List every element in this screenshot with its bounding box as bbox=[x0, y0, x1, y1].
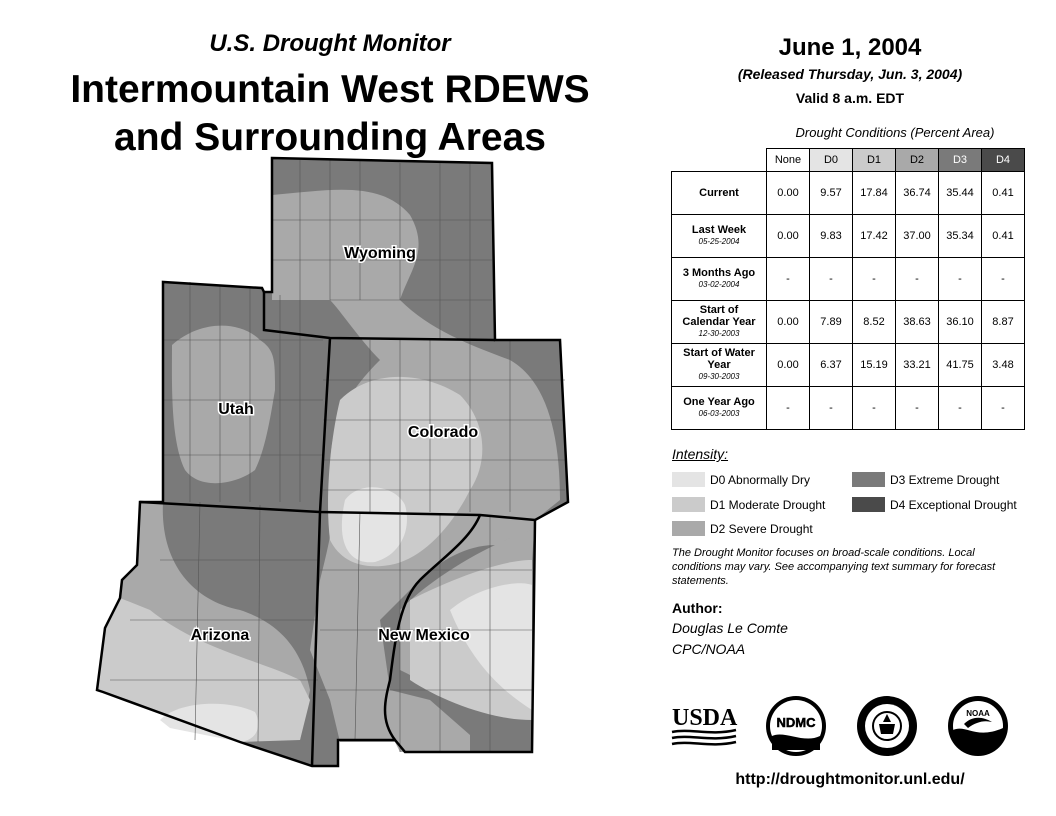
table-row bbox=[672, 301, 1025, 344]
table-cell: - bbox=[810, 258, 853, 301]
table-row bbox=[672, 258, 1025, 301]
table-cell: - bbox=[939, 258, 982, 301]
col-header-d3: D3 bbox=[939, 149, 982, 172]
author-name: Douglas Le Comte bbox=[672, 620, 788, 636]
table-cell: 0.41 bbox=[982, 172, 1025, 215]
table-cell: - bbox=[853, 387, 896, 430]
col-header-none: None bbox=[767, 149, 810, 172]
state-label-wyoming: Wyoming bbox=[344, 245, 416, 262]
row-label-text: Current bbox=[699, 187, 739, 199]
table-cell: 3.48 bbox=[982, 344, 1025, 387]
table-cell: - bbox=[982, 258, 1025, 301]
legend-item-d2 bbox=[672, 521, 813, 536]
table-cell: 7.89 bbox=[810, 301, 853, 344]
row-label-text: Start of Water Year bbox=[683, 347, 755, 371]
table-cell: 36.10 bbox=[939, 301, 982, 344]
map-date: June 1, 2004 bbox=[778, 34, 922, 61]
usda-logo-text: USDA bbox=[672, 705, 738, 731]
table-cell: 9.83 bbox=[810, 215, 853, 258]
website-url[interactable]: http://droughtmonitor.unl.edu/ bbox=[735, 771, 965, 788]
table-cell: - bbox=[767, 258, 810, 301]
row-label bbox=[672, 387, 767, 430]
super-title: U.S. Drought Monitor bbox=[209, 30, 451, 57]
row-date: 06-03-2003 bbox=[698, 409, 740, 418]
state-label-arizona: Arizona bbox=[190, 627, 250, 644]
table-cell: - bbox=[896, 387, 939, 430]
legend-swatch-d0 bbox=[672, 472, 705, 487]
table-cell: 9.57 bbox=[810, 172, 853, 215]
row-label bbox=[672, 172, 767, 215]
row-label bbox=[672, 301, 767, 344]
legend-label-d4: D4 Exceptional Drought bbox=[890, 497, 1017, 512]
table-cell: 8.87 bbox=[982, 301, 1025, 344]
main-title bbox=[20, 66, 640, 162]
legend-item-d3 bbox=[852, 472, 999, 487]
table-cell: - bbox=[853, 258, 896, 301]
table-cell: 0.00 bbox=[767, 215, 810, 258]
table-cell: 35.34 bbox=[939, 215, 982, 258]
table-row bbox=[672, 344, 1025, 387]
row-date: 12-30-2003 bbox=[698, 329, 740, 338]
noaa-logo bbox=[946, 694, 1010, 758]
table-caption: Drought Conditions (Percent Area) bbox=[795, 125, 995, 140]
author-org: CPC/NOAA bbox=[672, 641, 746, 657]
table-row bbox=[672, 172, 1025, 215]
table-cell: - bbox=[896, 258, 939, 301]
legend-swatch-d4 bbox=[852, 497, 885, 512]
state-label-colorado: Colorado bbox=[407, 424, 479, 441]
table-cell: 36.74 bbox=[896, 172, 939, 215]
table-cell: 41.75 bbox=[939, 344, 982, 387]
table-cell: - bbox=[767, 387, 810, 430]
legend-item-d4 bbox=[852, 497, 1017, 512]
col-header-d2: D2 bbox=[896, 149, 939, 172]
row-date: 09-30-2003 bbox=[698, 372, 740, 381]
table-row bbox=[672, 387, 1025, 430]
row-label-text: Last Week bbox=[691, 224, 747, 236]
col-header-d0: D0 bbox=[810, 149, 853, 172]
table-cell: 17.84 bbox=[853, 172, 896, 215]
row-label bbox=[672, 344, 767, 387]
table-cell: 6.37 bbox=[810, 344, 853, 387]
legend-label-d3: D3 Extreme Drought bbox=[890, 472, 1000, 487]
noaa-logo-text: NOAA bbox=[966, 709, 990, 718]
legend-label-d2: D2 Severe Drought bbox=[710, 521, 813, 536]
legend-label-d0: D0 Abnormally Dry bbox=[710, 472, 811, 487]
ndmc-logo bbox=[764, 694, 828, 758]
col-header-d4: D4 bbox=[982, 149, 1025, 172]
row-date: 05-25-2004 bbox=[698, 237, 740, 246]
state-label-utah: Utah bbox=[218, 401, 254, 418]
table-cell: - bbox=[982, 387, 1025, 430]
row-label-text: One Year Ago bbox=[683, 396, 755, 408]
commerce-seal-logo bbox=[855, 694, 919, 758]
table-cell: 15.19 bbox=[853, 344, 896, 387]
title-line-1: Intermountain West RDEWS bbox=[70, 68, 590, 111]
table-cell: 38.63 bbox=[896, 301, 939, 344]
author-heading: Author: bbox=[672, 600, 723, 616]
table-cell: 0.00 bbox=[767, 301, 810, 344]
table-cell: 37.00 bbox=[896, 215, 939, 258]
legend-swatch-d3 bbox=[852, 472, 885, 487]
row-label-text: 3 Months Ago bbox=[682, 267, 756, 279]
usda-logo bbox=[670, 700, 740, 750]
table-cell: 0.00 bbox=[767, 172, 810, 215]
legend-item-d1 bbox=[672, 497, 825, 512]
legend-label-d1: D1 Moderate Drought bbox=[710, 497, 826, 512]
table-cell: 0.41 bbox=[982, 215, 1025, 258]
table-cell: 17.42 bbox=[853, 215, 896, 258]
table-cell: - bbox=[810, 387, 853, 430]
table-cell: 33.21 bbox=[896, 344, 939, 387]
table-cell: 0.00 bbox=[767, 344, 810, 387]
legend-title: Intensity: bbox=[672, 446, 729, 462]
corner-cell bbox=[672, 149, 767, 172]
legend-swatch-d1 bbox=[672, 497, 705, 512]
legend-item-d0 bbox=[672, 472, 810, 487]
valid-time: Valid 8 a.m. EDT bbox=[795, 90, 905, 106]
legend-swatch-d2 bbox=[672, 521, 705, 536]
state-label-new-mexico: New Mexico bbox=[378, 627, 470, 644]
drought-conditions-table bbox=[671, 148, 1025, 430]
table-header-row bbox=[672, 149, 1025, 172]
table-cell: 8.52 bbox=[853, 301, 896, 344]
row-label bbox=[672, 215, 767, 258]
row-date: 03-02-2004 bbox=[698, 280, 740, 289]
disclaimer-note: The Drought Monitor focuses on broad-scale conditions. Local conditions may vary. See accompanying text summary for forecast statements. bbox=[672, 547, 996, 587]
row-label-text: Start of Calendar Year bbox=[682, 304, 756, 328]
row-label bbox=[672, 258, 767, 301]
table-cell: 35.44 bbox=[939, 172, 982, 215]
title-line-2: and Surrounding Areas bbox=[114, 116, 546, 159]
col-header-d1: D1 bbox=[853, 149, 896, 172]
release-date: (Released Thursday, Jun. 3, 2004) bbox=[737, 66, 963, 82]
table-cell: - bbox=[939, 387, 982, 430]
table-row bbox=[672, 215, 1025, 258]
ndmc-logo-text: NDMC bbox=[776, 715, 816, 730]
